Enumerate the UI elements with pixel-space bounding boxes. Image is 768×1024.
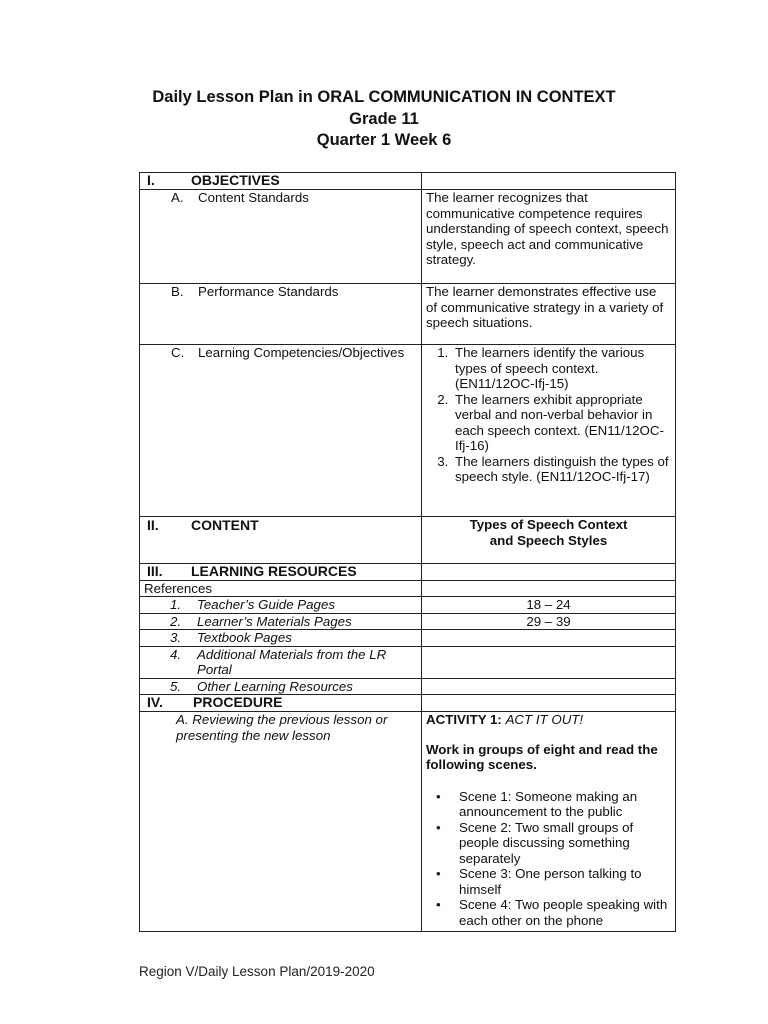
resource-value: 29 – 39 — [422, 613, 676, 630]
competency-item: 2. The learners exhibit appropriate verbal and non-verbal behavior in each speech context. (EN11/12OC-Ifj-16) — [452, 392, 671, 454]
scene-item: • Scene 1: Someone making an announcement to the public — [456, 789, 671, 820]
resource-label: Additional Materials from the LR Portal — [197, 646, 387, 677]
document-title: Daily Lesson Plan in ORAL COMMUNICATION IN CONTEXT — [152, 88, 616, 106]
scene-item: • Scene 3: One person talking to himself — [456, 866, 671, 897]
scene-item: • Scene 2: Two small groups of people discussing something separately — [456, 820, 671, 867]
content-standards-label: Content Standards — [198, 190, 309, 205]
quarter-week-label: Quarter 1 Week 6 — [316, 131, 452, 149]
review-label: A. Reviewing the previous lesson or presenting the new lesson — [176, 712, 388, 743]
competencies-label: Learning Competencies/Objectives — [198, 345, 405, 360]
activity-title: ACTIVITY 1: ACT IT OUT! — [426, 712, 584, 727]
content-row — [140, 517, 676, 564]
content-heading: II. CONTENT — [140, 517, 422, 564]
procedure-row — [140, 695, 676, 712]
resource-label: Teacher’s Guide Pages — [197, 597, 335, 612]
objectives-row — [140, 173, 676, 190]
performance-standards-text: The learner demonstrates effective use of communicative strategy in a variety of speech situations. — [422, 284, 676, 345]
references-label: References — [140, 580, 422, 597]
resource-value — [422, 646, 676, 678]
resource-label: Other Learning Resources — [197, 678, 353, 694]
competency-item: 3. The learners distinguish the types of speech style. (EN11/12OC-Ifj-17) — [452, 454, 671, 485]
page-footer: Region V/Daily Lesson Plan/2019-2020 — [139, 964, 375, 979]
references-row — [140, 580, 676, 597]
resource-value — [422, 678, 676, 695]
lesson-plan-table — [139, 172, 676, 932]
objectives-heading: I. OBJECTIVES — [140, 173, 422, 190]
grade-label: Grade 11 — [349, 109, 419, 128]
scene-item: • Scene 4: Two people speaking with each other on the phone — [456, 897, 671, 928]
resource-value: 18 – 24 — [422, 597, 676, 614]
activity-cell — [422, 712, 676, 932]
performance-standards-label: Performance Standards — [198, 284, 339, 299]
resource-label: Learner’s Materials Pages — [197, 613, 352, 629]
review-row — [140, 712, 676, 932]
resources-heading: III. LEARNING RESOURCES — [140, 564, 422, 581]
resource-row: 1. Teacher’s Guide Pages 18 – 24 — [140, 597, 676, 614]
resource-value — [422, 630, 676, 647]
content-standards-row: A. Content Standards The learner recognizes that communicative competence requires understanding of speech context, speech style, speech act and communicative strategy. — [140, 190, 676, 284]
competencies-list — [422, 345, 671, 485]
content-value: Types of Speech Context and Speech Styles — [422, 517, 676, 564]
resources-row — [140, 564, 676, 581]
procedure-heading: IV. PROCEDURE — [140, 695, 422, 712]
resource-row: 4. Additional Materials from the LR Portal — [140, 646, 676, 678]
content-standards-text: The learner recognizes that communicative competence requires understanding of speech context, speech style, speech act and communicative strategy. — [422, 190, 676, 284]
performance-standards-row: B. Performance Standards The learner demonstrates effective use of communicative strategy in a variety of speech situations. — [140, 284, 676, 345]
resource-label: Textbook Pages — [197, 630, 292, 645]
scene-list — [426, 789, 671, 929]
resource-row: 2. Learner’s Materials Pages 29 – 39 — [140, 613, 676, 630]
resource-row: 3. Textbook Pages — [140, 630, 676, 647]
document-header — [0, 87, 768, 152]
activity-instruction: Work in groups of eight and read the following scenes. — [426, 741, 658, 772]
resource-row: 5. Other Learning Resources — [140, 678, 676, 695]
competencies-row: C. Learning Competencies/Objectives 1. The learners identify the various types of speech context. (EN11/12OC-Ifj-15) 2. The learners exhibit appropriate verbal and non-verbal behavior in each speech context. (EN11/12OC-Ifj-16) 3. The learners distinguish the types of speech style. (EN11/12OC-Ifj-17) — [140, 345, 676, 517]
competency-item: 1. The learners identify the various types of speech context. (EN11/12OC-Ifj-15) — [452, 345, 671, 392]
